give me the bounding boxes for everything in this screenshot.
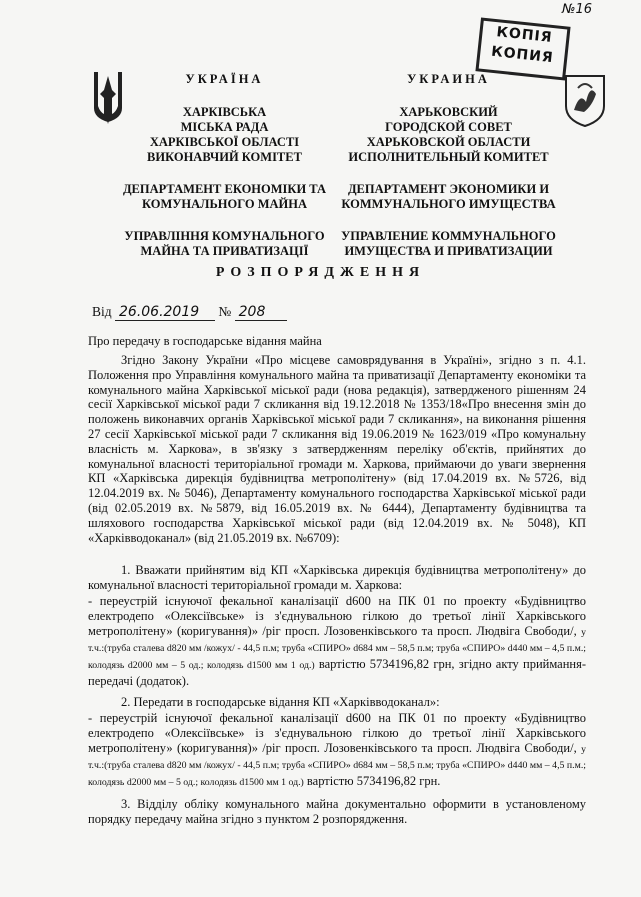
council-ru-line: ХАРЬКОВСКИЙ <box>399 105 498 119</box>
division-ru-line: ИМУЩЕСТВА И ПРИВАТИЗАЦИИ <box>344 244 553 258</box>
stamp-line-ru: КОПИЯ <box>490 43 555 67</box>
item-2-tail: вартістю 5734196,82 грн. <box>306 774 441 789</box>
division-ua-line: УПРАВЛІННЯ КОМУНАЛЬНОГО <box>124 229 325 243</box>
subject-line: Про передачу в господарське відання майна <box>88 334 322 348</box>
kharkiv-coat-of-arms-icon <box>560 72 610 128</box>
item-1-lead: 1. Вважати прийнятим від КП «Харківська дирекція будівництва метрополітену» до комунальної власності територіальної громади м. Харкова: <box>88 563 586 592</box>
handwritten-date: 26.06.2019 <box>115 304 215 321</box>
header-ua <box>112 72 337 259</box>
country-ua: УКРАЇНА <box>185 72 264 86</box>
country-ru: УКРАИНА <box>407 72 490 86</box>
department-ua-line: КОМУНАЛЬНОГО МАЙНА <box>141 197 307 211</box>
document-title: РОЗПОРЯДЖЕННЯ <box>215 265 426 280</box>
council-ua-line: ВИКОНАВЧИЙ КОМІТЕТ <box>147 150 302 164</box>
division-ua-line: МАЙНА ТА ПРИВАТИЗАЦІЇ <box>140 244 309 258</box>
department-ua-line: ДЕПАРТАМЕНТ ЕКОНОМІКИ ТА <box>122 182 327 196</box>
item-1-detail: у т.ч.:(труба сталева d820 мм /кожух/ - 44,5 п.м; труба «СПИРО» d684 мм – 58,5 п.м; труба «СПИРО» d440 мм – 4,5 п.м.; колодязь d2000 мм – 5 од.; колодязь d1500 мм 1 од.) <box>88 626 586 672</box>
item-3-paragraph: 3. Відділу обліку комунального майна документально оформити в установленому порядку передачу майна згідно з пунктом 2 розпорядження. <box>88 797 586 826</box>
date-label: Від <box>92 304 112 319</box>
stamp-line-ua: КОПІЯ <box>495 24 554 46</box>
item-2-lead: 2. Передати в господарське відання КП «Харківводоканал»: <box>121 695 440 709</box>
number-label: № <box>218 304 232 319</box>
header-ru <box>336 72 561 259</box>
council-ru-line: ХАРЬКОВСКОЙ ОБЛАСТИ <box>366 135 531 149</box>
council-ua-line: ХАРКІВСЬКОЇ ОБЛАСТІ <box>149 135 300 149</box>
handwritten-number: 208 <box>235 304 287 321</box>
council-ua-line: МІСЬКА РАДА <box>180 120 269 134</box>
department-ru-line: ДЕПАРТАМЕНТ ЭКОНОМИКИ И <box>347 182 550 196</box>
intro-paragraph: Згідно Закону України «Про місцеве самоврядування в Україні», згідно з п. 4.1. Положення про Управління комунального майна та приватизації Департаменту економіки та комунального майна Харківської міської ради (нова редакція), затвердженого рішенням 24 сесії Харківської міської ради 7 скликання від 19.12.2018 № 1353/18«Про внесення змін до положень виконавчих органів Харківської міської ради 7 скликання», на виконання рішення 27 сесії Харківської міської ради 7 скликання від 19.06.2019 № 1623/019 «Про комунальну власність м. Харкова», в зв'язку з затвердженням переліку об'єктів, прийнятих до комунальної власності територіальної громади м. Харкова, приймаючи до уваги звернення КП «Харківська дирекція будівництва метрополітену» (від 17.04.2019 вх. №5726, від 12.04.2019 вх. № 5046), Департаменту комунального господарства Харківської міської ради (від 02.05.2019 вх. №5879, від 16.05.2019 вх. № 6444), Департаменту будівництва та шляхового господарства Харківської міської ради (від 12.04.2019 вх. № 5048), КП «Харківводоканал» (від 21.05.2019 вх. №6709): <box>88 353 586 545</box>
stamp-number: №16 <box>562 2 593 17</box>
item-1-tail: вартістю 5734196,82 грн, згідно акту приймання-передачі (додаток). <box>88 657 586 688</box>
item-2-object <box>88 711 586 791</box>
department-ru-line: КОММУНАЛЬНОГО ИМУЩЕСТВА <box>341 197 556 211</box>
division-ru-line: УПРАВЛЕНИЕ КОММУНАЛЬНОГО <box>341 229 556 243</box>
council-ru-line: ГОРОДСКОЙ СОВЕТ <box>385 120 512 134</box>
item-1-object <box>88 594 586 689</box>
item-1-main: - переустрій існуючої фекальної каналізації d600 на ПК 01 по проекту «Будівництво електродепо «Олексіївське» із з'єднувальною гілкою до третьої лінії Харківського метрополітену» (коригування)» /ріг просп. Лозовенківського та просп. Людвіга Свободи/, <box>88 594 586 638</box>
council-ua-line: ХАРКІВСЬКА <box>182 105 267 119</box>
item-2-main: - переустрій існуючої фекальної каналізації d600 на ПК 01 по проекту «Будівництво електродепо «Олексіївське» із з'єднувальною гілкою до третьої лінії Харківського метрополітену» (коригування)» /ріг просп. Лозовенківського та просп. Людвіга Свободи/, <box>88 711 586 755</box>
date-number-line <box>92 304 287 321</box>
council-ru-line: ИСПОЛНИТЕЛЬНЫЙ КОМИТЕТ <box>348 150 549 164</box>
item-2-detail: у т.ч.:(труба сталева d820 мм /кожух/ - 44,5 п.м; труба «СПИРО» d684 мм – 58,5 п.м; труба «СПИРО» d440 мм – 4,5 п.м.; колодязь d2000 мм – 5 од.; колодязь d1500 мм 1 од.) <box>88 743 586 789</box>
